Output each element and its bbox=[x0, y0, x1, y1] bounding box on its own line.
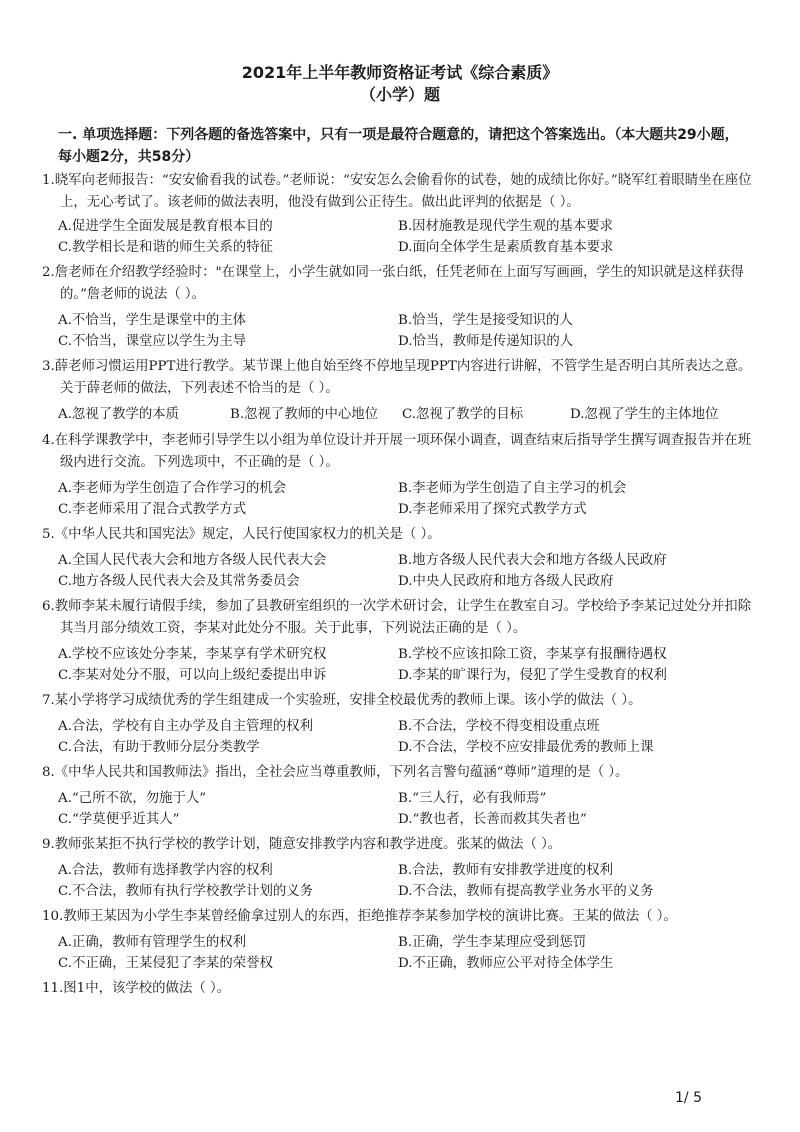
question-2 bbox=[42, 262, 758, 306]
option-b: B.“三人行，必有我师焉” bbox=[398, 791, 547, 806]
question-5 bbox=[42, 524, 758, 546]
option-c: C.李某对处分不服，可以向上级纪委提出申诉 bbox=[58, 668, 327, 683]
option-d: D.中央人民政府和地方各级人民政府 bbox=[398, 574, 614, 589]
question-2-options bbox=[58, 310, 758, 352]
question-stem: 6.教师李某未履行请假手续，参加了县教研室组织的一次学术研讨会，让学生在教室自习。学校给予李某记过处分并扣除其当月部分绩效工资，李某对此处分不服。关于此事，下列说法正确的是（ ）。 bbox=[42, 599, 752, 636]
option-d: D.李某的旷课行为，侵犯了学生受教育的权利 bbox=[398, 668, 667, 683]
question-4 bbox=[42, 430, 758, 474]
question-3 bbox=[42, 356, 758, 400]
option-d: D.不正确，教师应公平对待全体学生 bbox=[398, 956, 614, 971]
question-6 bbox=[42, 596, 758, 640]
option-a: A.不恰当，学生是课堂中的主体 bbox=[58, 313, 247, 328]
option-d: D.不合法，教师有提高教学业务水平的义务 bbox=[398, 884, 654, 899]
question-10-options bbox=[58, 932, 758, 974]
section-header: 一. 单项选择题：下列各题的备选答案中，只有一项是最符合题意的，请把这个答案选出。（本大题共29小题，每小题2分，共58分） bbox=[58, 127, 739, 165]
option-c: C.忽视了教学的目标 bbox=[402, 407, 524, 422]
option-d: D.“教也者，长善而救其失者也” bbox=[398, 812, 587, 827]
option-a: A.“己所不欲，勿施于人” bbox=[58, 791, 207, 806]
question-11 bbox=[42, 978, 758, 1000]
option-c: C.地方各级人民代表大会及其常务委员会 bbox=[58, 574, 300, 589]
question-7 bbox=[42, 690, 758, 712]
option-d: D.忽视了学生的主体地位 bbox=[570, 407, 719, 422]
question-8 bbox=[42, 762, 758, 784]
option-b: B.正确，学生李某理应受到惩罚 bbox=[398, 935, 587, 950]
question-stem: 5.《中华人民共和国宪法》规定，人民行使国家权力的机关是（ ）。 bbox=[42, 527, 441, 542]
question-3-options bbox=[58, 404, 758, 425]
question-9 bbox=[42, 834, 758, 856]
option-a: A.学校不应该处分李某，李某享有学术研究权 bbox=[58, 647, 327, 662]
question-1 bbox=[42, 170, 758, 214]
question-stem: 3.薛老师习惯运用PPT进行教学。某节课上他自始至终不停地呈现PPT内容进行讲解，不管学生是否明白其所表达之意。关于薛老师的做法，下列表述不恰当的是（ ）。 bbox=[42, 359, 752, 396]
option-c: C.合法，有助于教师分层分类教学 bbox=[58, 740, 260, 755]
question-stem: 7.某小学将学习成绩优秀的学生组建成一个实验班，安排全校最优秀的教师上课。该小学的做法（ ）。 bbox=[42, 693, 642, 708]
question-stem: 2.詹老师在介绍教学经验时："在课堂上，小学生就如同一张白纸，任凭老师在上面写写画画，学生的知识就是这样获得的。”詹老师的说法（ ）。 bbox=[42, 265, 744, 302]
question-7-options bbox=[58, 716, 758, 758]
question-stem: 1.晓军向老师报告：“安安偷看我的试卷。”老师说：“安安怎么会偷看你的试卷，她的成绩比你好。”晓军红着眼睛坐在座位上，无心考试了。该老师的做法表明，他没有做到公正待生。做出此评判的依据是（ ）。 bbox=[42, 173, 752, 210]
option-a: A.李老师为学生创造了合作学习的机会 bbox=[58, 481, 287, 496]
option-c: C.不合法，教师有执行学校教学计划的义务 bbox=[58, 884, 314, 899]
question-8-options bbox=[58, 788, 758, 830]
option-d: D.面向全体学生是素质教育基本要求 bbox=[398, 240, 614, 255]
option-b: B.不合法，学校不得变相设重点班 bbox=[398, 719, 600, 734]
option-b: B.合法，教师有安排教学进度的权利 bbox=[398, 863, 613, 878]
option-c: C.教学相长是和谐的师生关系的特征 bbox=[58, 240, 273, 255]
option-a: A.促进学生全面发展是教育根本目的 bbox=[58, 219, 273, 234]
page-number: 1/ 5 bbox=[675, 1090, 702, 1106]
question-4-options bbox=[58, 478, 758, 520]
question-stem: 10.教师王某因为小学生李某曾经偷拿过别人的东西，拒绝推荐李某参加学校的演讲比赛。王某的做法（ ）。 bbox=[42, 909, 677, 924]
option-b: B.因材施教是现代学生观的基本要求 bbox=[398, 219, 613, 234]
option-a: A.全国人民代表大会和地方各级人民代表大会 bbox=[58, 553, 327, 568]
exam-subtitle: （小学）题 bbox=[359, 85, 440, 104]
option-b: B.李老师为学生创造了自主学习的机会 bbox=[398, 481, 627, 496]
option-d: D.不合法，学校不应安排最优秀的教师上课 bbox=[398, 740, 654, 755]
option-a: A.忽视了教学的本质 bbox=[58, 407, 180, 422]
option-a: A.正确，教师有管理学生的权利 bbox=[58, 935, 247, 950]
option-c: C.不恰当，课堂应以学生为主导 bbox=[58, 334, 247, 349]
question-9-options bbox=[58, 860, 758, 902]
exam-title: 2021年上半年教师资格证考试《综合素质》 bbox=[241, 63, 559, 82]
option-d: D.李老师采用了探究式教学方式 bbox=[398, 502, 587, 517]
option-c: C.李老师采用了混合式教学方式 bbox=[58, 502, 247, 517]
option-c: C.“学莫便乎近其人” bbox=[58, 812, 180, 827]
question-10 bbox=[42, 906, 758, 928]
question-1-options bbox=[58, 216, 758, 258]
option-b: B.恰当，学生是接受知识的人 bbox=[398, 313, 573, 328]
option-b: B.地方各级人民代表大会和地方各级人民政府 bbox=[398, 553, 667, 568]
option-a: A.合法，教师有选择教学内容的权利 bbox=[58, 863, 273, 878]
option-c: C.不正确，王某侵犯了李某的荣誉权 bbox=[58, 956, 273, 971]
question-stem: 11.图1中，该学校的做法（ ）。 bbox=[42, 981, 231, 996]
option-b: B.学校不应该扣除工资，李某享有报酬待遇权 bbox=[398, 647, 667, 662]
option-a: A.合法，学校有自主办学及自主管理的权利 bbox=[58, 719, 313, 734]
option-b: B.忽视了教师的中心地位 bbox=[230, 407, 379, 422]
question-6-options bbox=[58, 644, 758, 686]
question-5-options bbox=[58, 550, 758, 592]
question-stem: 8.《中华人民共和国教师法》指出，全社会应当尊重教师，下列名言警句蕴涵“尊师”道理的是（ ）。 bbox=[42, 765, 629, 780]
option-d: D.恰当，教师是传递知识的人 bbox=[398, 334, 574, 349]
question-stem: 9.教师张某拒不执行学校的教学计划，随意安排教学内容和教学进度。张某的做法（ ）。 bbox=[42, 837, 562, 852]
question-stem: 4.在科学课教学中，李老师引导学生以小组为单位设计并开展一项环保小调查，调查结束后指导学生撰写调查报告并在班级内进行交流。下列选项中，不正确的是（ ）。 bbox=[42, 433, 752, 470]
